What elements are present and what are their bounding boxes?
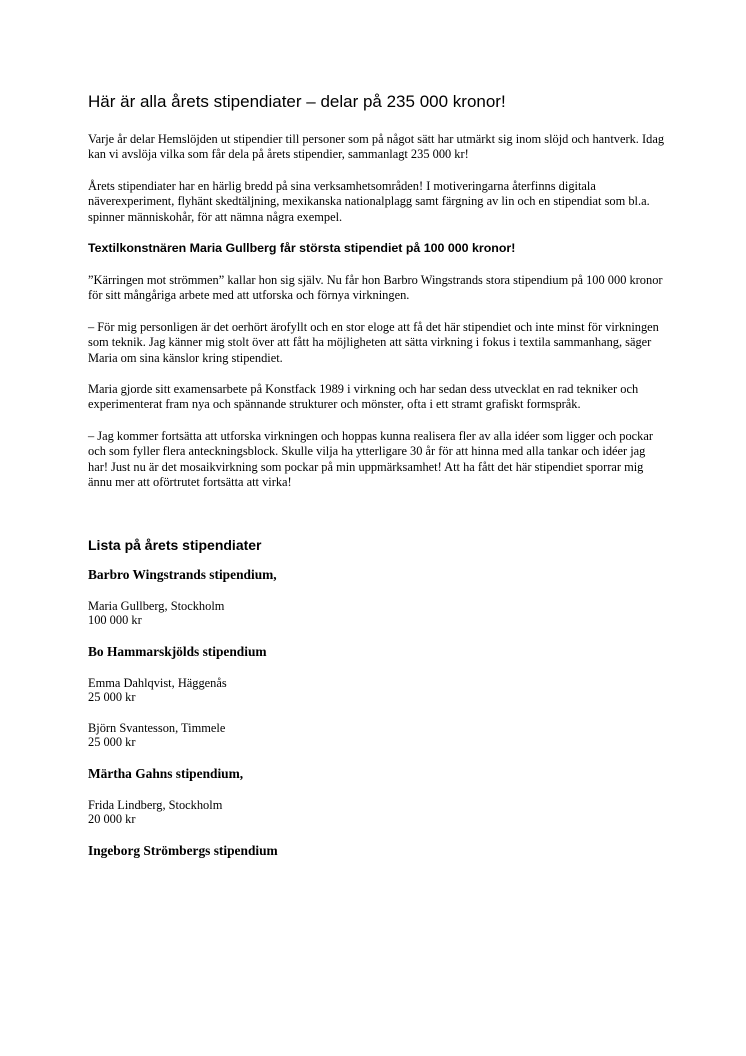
recipient-entry — [88, 798, 668, 827]
recipients-list-title: Lista på årets stipendiater — [88, 536, 262, 553]
section-subheading: Textilkonstnären Maria Gullberg får största stipendiet på 100 000 kronor! — [88, 241, 516, 256]
grant-section — [88, 843, 668, 859]
recipient-name: Frida Lindberg, Stockholm — [88, 797, 223, 812]
recipient-entry — [88, 599, 668, 628]
body-paragraph: Maria gjorde sitt examensarbete på Konstfack 1989 i virkning och har sedan dess utvecklat en rad tekniker och experimenterat fram nya och spännande strukturer och mönster, ofta i ett stramt grafiskt formspråk. — [88, 382, 639, 412]
grant-name: Barbro Wingstrands stipendium, — [88, 566, 277, 582]
grant-name: Ingeborg Strömbergs stipendium — [88, 842, 278, 858]
grant-name: Bo Hammarskjölds stipendium — [88, 643, 267, 659]
recipient-amount: 100 000 kr — [88, 613, 142, 627]
recipient-amount: 20 000 kr — [88, 812, 136, 826]
recipient-entry — [88, 721, 668, 750]
grant-section — [88, 766, 668, 827]
intro-paragraph: Varje år delar Hemslöjden ut stipendier till personer som på något sätt har utmärkt sig inom slöjd och hantverk. Idag kan vi avslöja vilka som får dela på årets stipendier, sammanlagt 235 000 kr! — [88, 132, 665, 162]
recipient-amount: 25 000 kr — [88, 735, 136, 749]
document-page — [88, 92, 668, 875]
body-paragraph: ”Kärringen mot strömmen” kallar hon sig själv. Nu får hon Barbro Wingstrands stora stipendium på 100 000 kronor för sitt mångåriga arbete med att utforska och förnya virkningen. — [88, 273, 663, 303]
quote-paragraph: – Jag kommer fortsätta att utforska virkningen och hoppas kunna realisera fler av alla idéer som ligger och pockar och som fyller flera anteckningsblock. Skulle vilja ha ytterligare 30 år för att hinna med alla tankar och idéer jag har! Just nu är det mosaikvirkning som pockar på min uppmärksamhet! Att ha fått det här stipendiet sporrar mig ännu mer att oförtrutet fortsätta att virka! — [88, 428, 653, 490]
recipient-amount: 25 000 kr — [88, 690, 136, 704]
intro-paragraph: Årets stipendiater har en härlig bredd på sina verksamhetsområden! I motiveringarna återfinns digitala näverexperiment, flyhänt skedtäljning, mexikanska nationalplagg samt färgning av lin och en stipendiat som bl.a. spinner människohår, för att nämna några exempel. — [88, 178, 650, 224]
section-spacer — [88, 507, 668, 537]
article-title: Här är alla årets stipendiater – delar på 235 000 kronor! — [88, 92, 506, 111]
recipient-name: Björn Svantesson, Timmele — [88, 720, 226, 735]
quote-paragraph: – För mig personligen är det oerhört ärofyllt och en stor eloge att få det här stipendiet och inte minst för virkningen som teknik. Jag känner mig stolt över att fått ha möjligheten att sätta virkning i fokus i textila sammanhang, säger Maria om sina känslor kring stipendiet. — [88, 319, 659, 365]
recipient-name: Maria Gullberg, Stockholm — [88, 598, 225, 613]
grant-section — [88, 644, 668, 750]
recipient-entry — [88, 676, 668, 705]
recipient-name: Emma Dahlqvist, Häggenås — [88, 675, 227, 690]
grant-name: Märtha Gahns stipendium, — [88, 765, 244, 781]
grant-section — [88, 567, 668, 628]
